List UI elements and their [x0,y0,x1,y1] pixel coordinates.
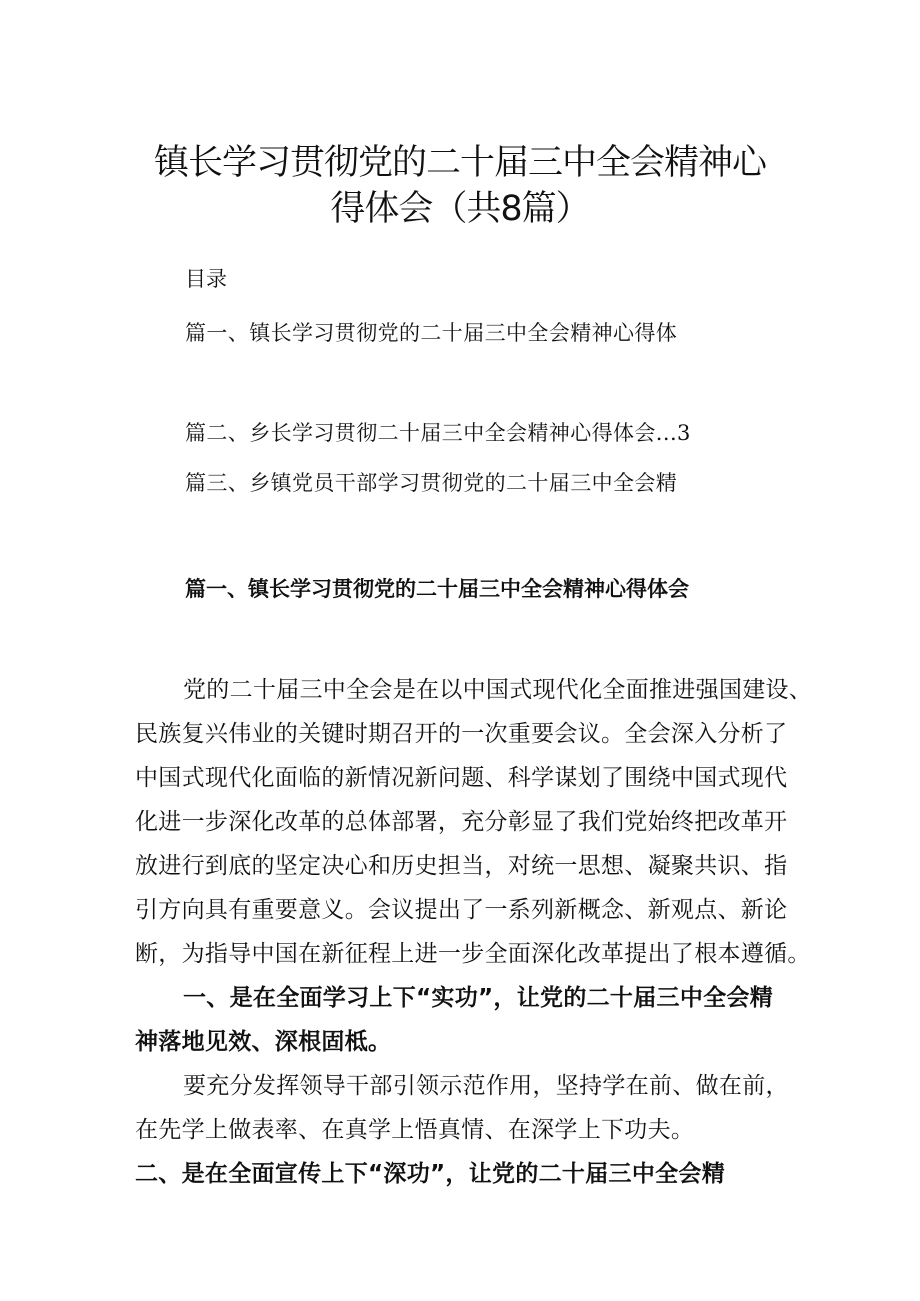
section-heading: 篇一、镇长学习贯彻党的二十届三中全会精神心得体会 [185,577,689,601]
paragraph-line: 断，为指导中国在新征程上进一步全面深化改革提出了根本遵循。 [135,941,811,967]
paragraph-line: 党的二十届三中全会是在以中国式现代化全面推进强国建设、 [183,677,813,703]
paragraph-line: 中国式现代化面临的新情况新问题、科学谋划了围绕中国式现代 [135,765,788,791]
point-heading-line: 二、是在全面宣传上下“深功”，让党的二十届三中全会精 [135,1161,726,1187]
paragraph-line: 引方向具有重要意义。会议提出了一系列新概念、新观点、新论 [135,897,788,923]
point-heading-line: 一、是在全面学习上下“实功”，让党的二十届三中全会精 [183,985,774,1011]
document-title-line-2: 得体会（共8篇） [330,189,590,229]
toc-item-1[interactable]: 篇一、镇长学习贯彻党的二十届三中全会精神心得体 [185,321,678,345]
toc-item-2[interactable]: 篇二、乡长学习贯彻二十届三中全会精神心得体会...3 [185,421,691,445]
toc-item-3[interactable]: 篇三、乡镇党员干部学习贯彻党的二十届三中全会精 [185,471,678,495]
point-heading-line: 神落地见效、深根固柢。 [135,1029,392,1055]
document-title-line-1: 镇长学习贯彻党的二十届三中全会精神心 [153,143,766,183]
paragraph-line: 化进一步深化改革的总体部署，充分彰显了我们党始终把改革开 [135,809,788,835]
paragraph-line: 要充分发挥领导干部引领示范作用，坚持学在前、做在前， [183,1073,789,1099]
paragraph-line: 民族复兴伟业的关键时期召开的一次重要会议。全会深入分析了 [135,721,788,747]
paragraph-line: 在先学上做表率、在真学上悟真情、在深学上下功夫。 [135,1117,695,1143]
paragraph-line: 放进行到底的坚定决心和历史担当，对统一思想、凝聚共识、指 [135,853,788,879]
toc-heading: 目录 [185,267,227,291]
